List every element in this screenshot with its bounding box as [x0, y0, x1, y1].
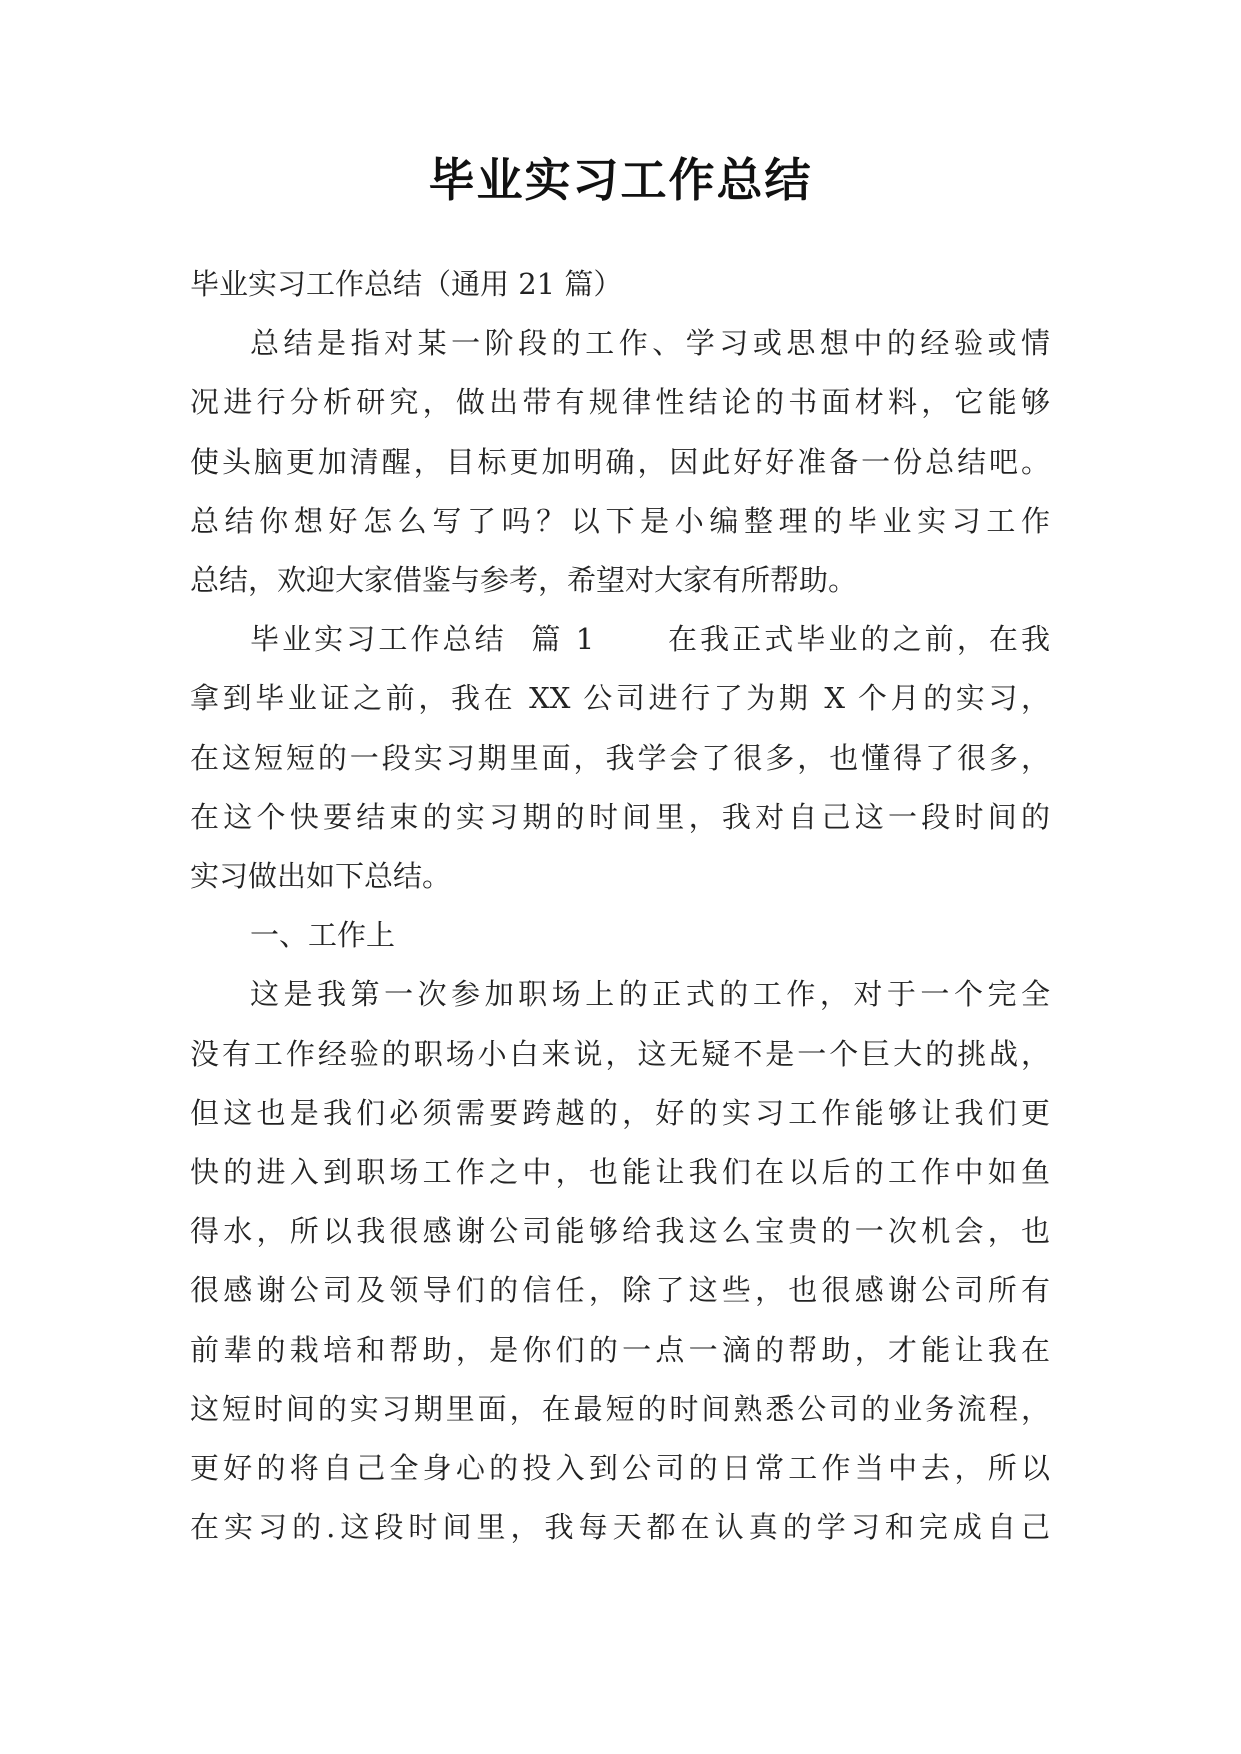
paragraph-line: 得水，所以我很感谢公司能够给我这么宝贵的一次机会，也: [190, 1214, 1050, 1249]
paragraph-line: 实习做出如下总结。: [190, 859, 452, 894]
paragraph-line: 在实习的.这段时间里，我每天都在认真的学习和完成自己: [190, 1510, 1050, 1545]
section-1-heading: 一、工作上: [250, 918, 396, 953]
section-1-paragraph: [190, 965, 1050, 1557]
paragraph-line: 没有工作经验的职场小白来说，这无疑不是一个巨大的挑战，: [190, 1036, 1050, 1071]
paragraph-line: 拿到毕业证之前，我在 XX 公司进行了为期 X 个月的实习，: [190, 681, 1050, 716]
paragraph-line: 这是我第一次参加职场上的正式的工作，对于一个完全: [250, 977, 1050, 1012]
paragraph-line: 更好的将自己全身心的投入到公司的日常工作当中去，所以: [190, 1451, 1050, 1486]
subtitle-line: 毕业实习工作总结（通用 21 篇）: [190, 267, 623, 301]
document-body: [190, 255, 1050, 1557]
paragraph-line: 毕业实习工作总结 篇 1 在我正式毕业的之前，在我: [250, 622, 1050, 657]
paragraph-line: 这短时间的实习期里面，在最短的时间熟悉公司的业务流程，: [190, 1391, 1050, 1426]
paragraph-line: 但这也是我们必须需要跨越的，好的实习工作能够让我们更: [190, 1095, 1050, 1130]
paragraph-line: 很感谢公司及领导们的信任，除了这些，也很感谢公司所有: [190, 1273, 1050, 1308]
paragraph-line: 总结，欢迎大家借鉴与参考，希望对大家有所帮助。: [190, 563, 858, 598]
intro-paragraph: [190, 314, 1050, 610]
paragraph-line: 在这短短的一段实习期里面，我学会了很多，也懂得了很多，: [190, 740, 1050, 775]
paragraph-line: 前辈的栽培和帮助，是你们的一点一滴的帮助，才能让我在: [190, 1332, 1050, 1367]
article-1-paragraph: [190, 610, 1050, 906]
paragraph-line: 快的进入到职场工作之中，也能让我们在以后的工作中如鱼: [190, 1155, 1050, 1190]
paragraph-line: 使头脑更加清醒，目标更加明确，因此好好准备一份总结吧。: [190, 444, 1050, 479]
paragraph-line: 总结你想好怎么写了吗？以下是小编整理的毕业实习工作: [190, 503, 1050, 538]
section-heading: [190, 906, 1050, 965]
paragraph-line: 在这个快要结束的实习期的时间里，我对自己这一段时间的: [190, 799, 1050, 834]
document-subtitle: [190, 255, 1050, 314]
document-title: 毕业实习工作总结: [428, 153, 813, 207]
paragraph-line: 总结是指对某一阶段的工作、学习或思想中的经验或情: [250, 326, 1050, 361]
paragraph-line: 况进行分析研究，做出带有规律性结论的书面材料，它能够: [190, 385, 1050, 420]
